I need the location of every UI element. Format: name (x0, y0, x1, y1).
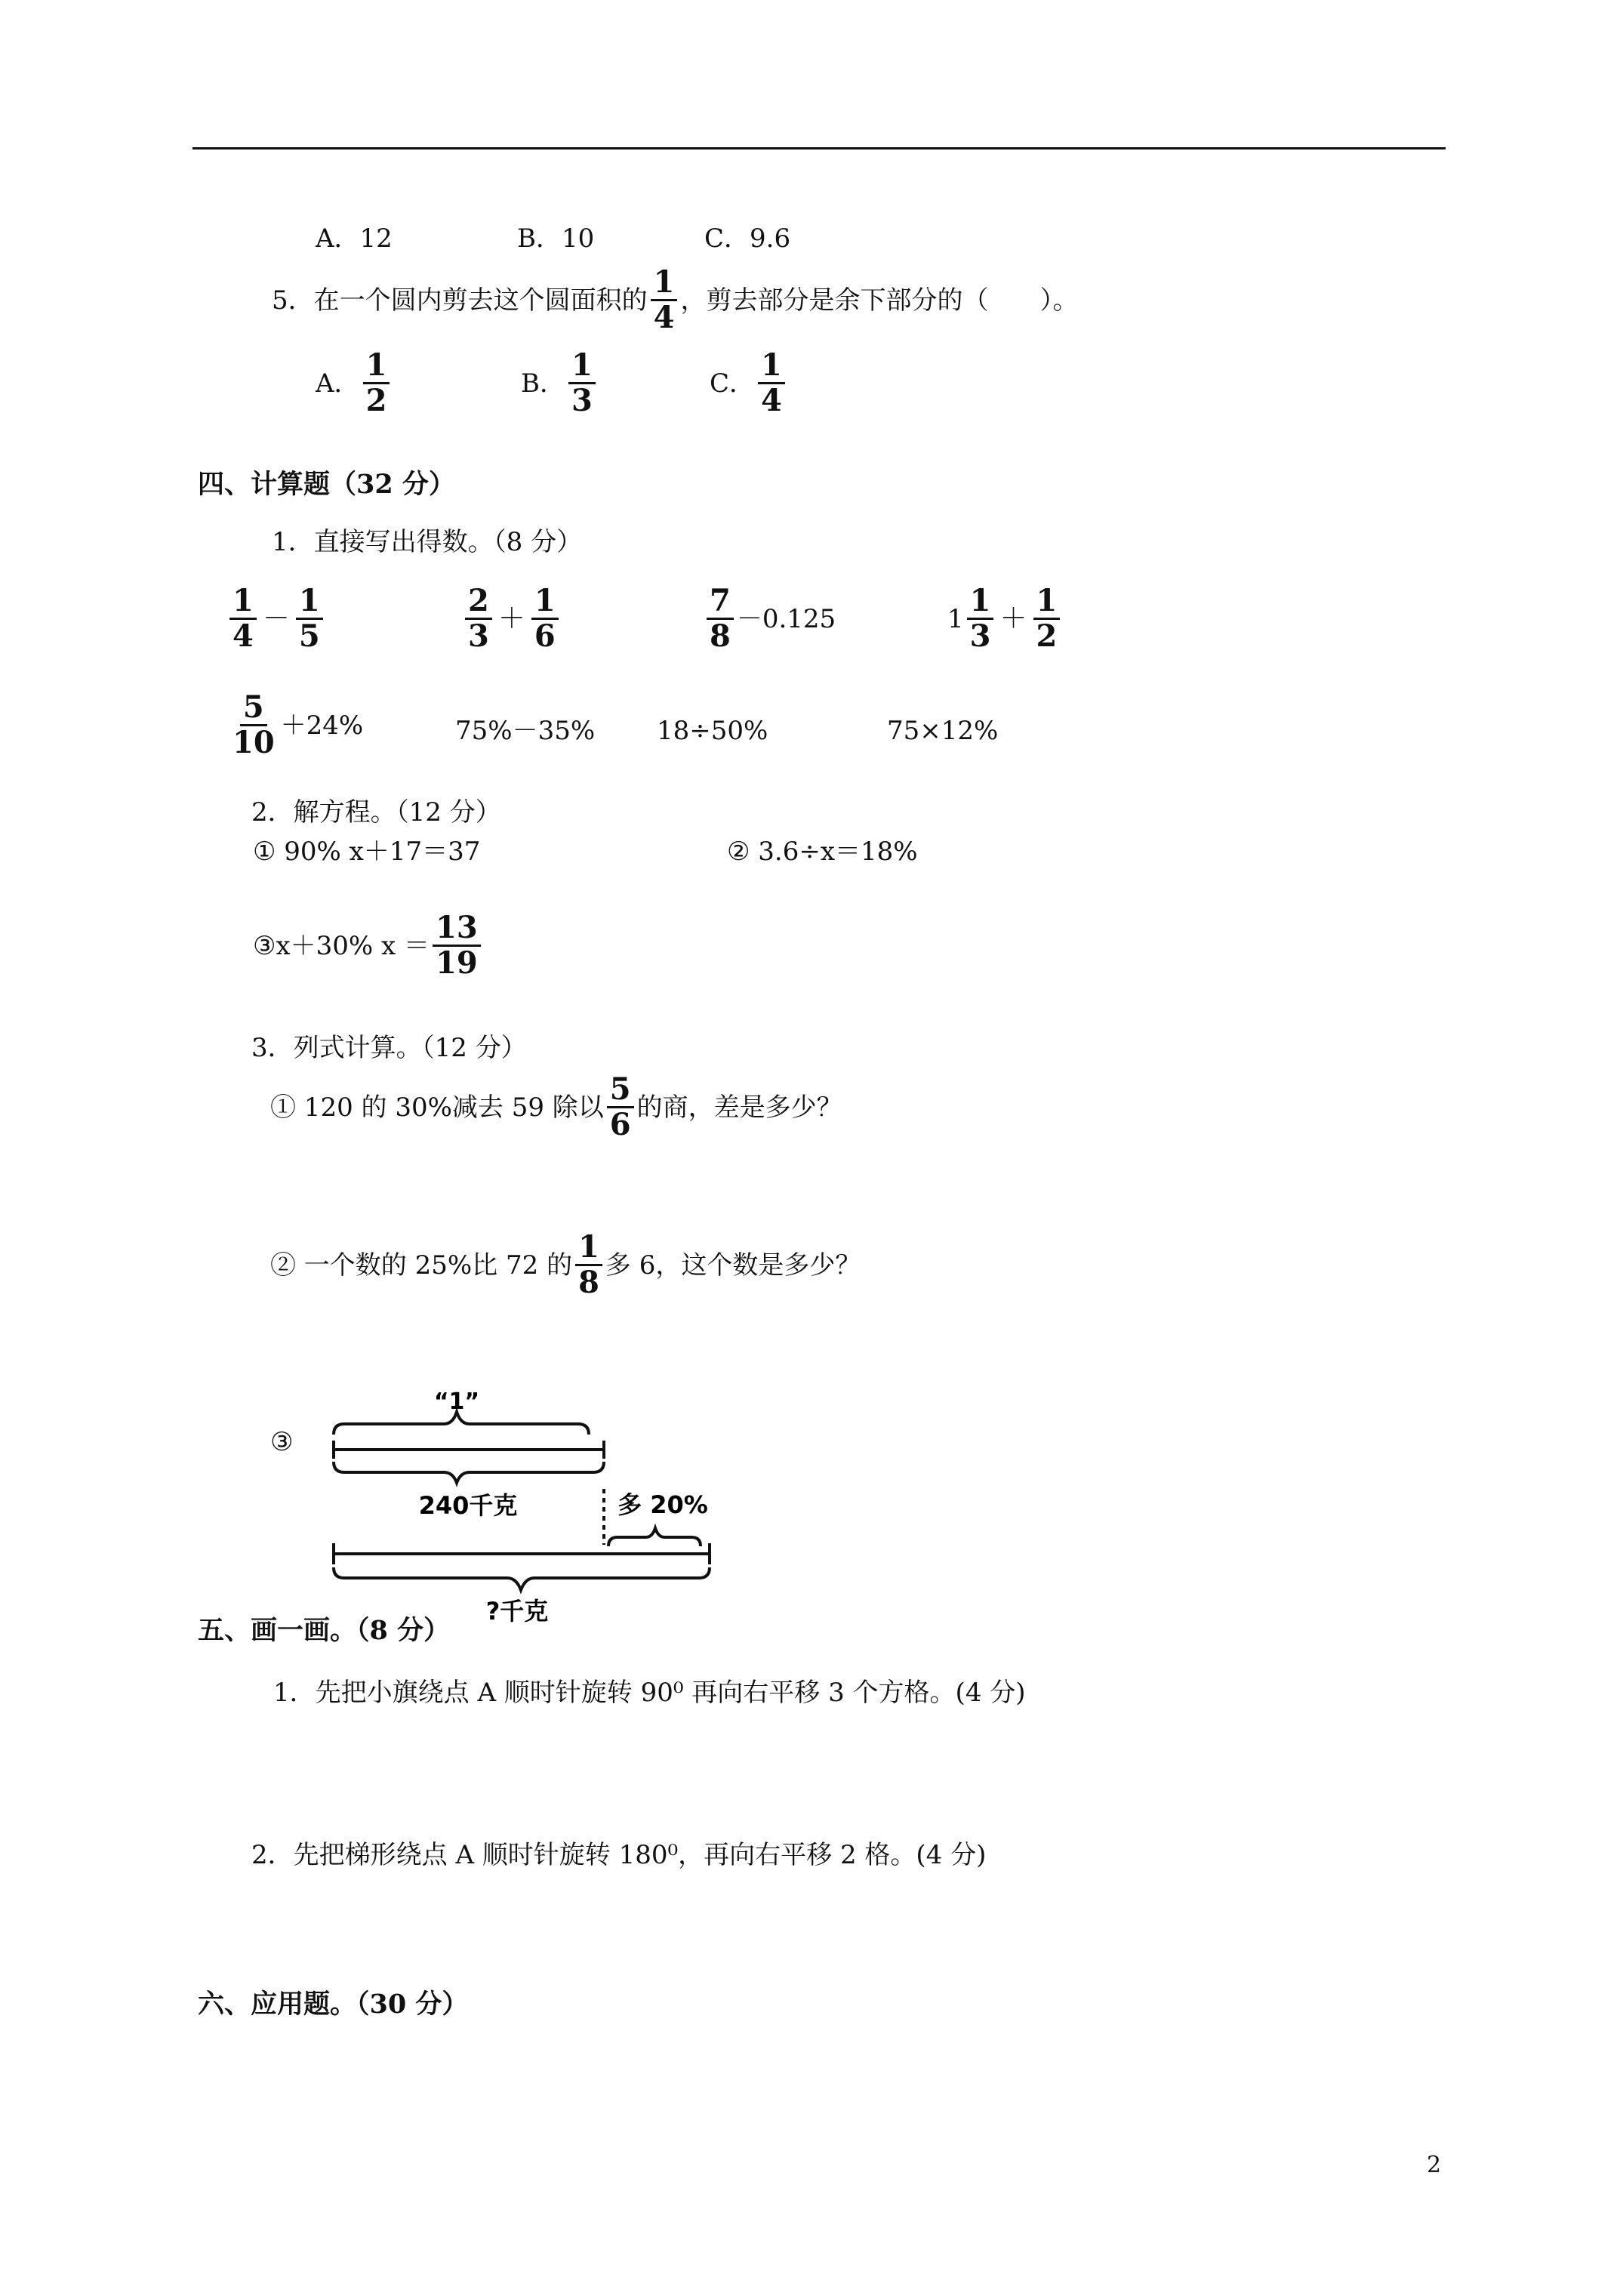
calc-expr-4: 1 $\frac{1}{3}$ ＋ $\frac{1}{2}$ (947, 584, 1063, 653)
q5-option-c: C． $\frac{1}{4}$ (710, 349, 788, 418)
section-5-title: 五、画一画。（8 分） (198, 1615, 451, 1646)
equation-3: ③x＋30% x ＝ $\frac{13}{19}$ (253, 911, 484, 980)
sec5-q2: 2．先把梯形绕点 A 顺时针旋转 180⁰，再向右平移 2 格。(4 分) (251, 1840, 987, 1870)
header-rule (192, 147, 1446, 149)
calc-expr-8: 75×12% (887, 716, 999, 746)
q5-option-a: A． $\frac{1}{2}$ (316, 349, 393, 418)
q4-option-a: A．12 (316, 223, 393, 254)
section-4-title: 四、计算题（32 分） (198, 469, 455, 500)
page-number: 2 (1427, 2152, 1442, 2178)
sec5-q1: 1．先把小旗绕点 A 顺时针旋转 90⁰ 再向右平移 3 个方格。(4 分) (273, 1678, 1026, 1708)
segment-diagram (325, 1389, 732, 1638)
extra-brace (608, 1528, 701, 1546)
diagram-bottom-label: ?千克 (485, 1597, 549, 1626)
calc-word-1: ① 120 的 30%减去 59 除以 $\frac{5}{6}$ 的商，差是多少？ (270, 1071, 842, 1142)
q5-fraction: $\frac{1}{4}$ (651, 266, 678, 334)
diagram-mid-label: 240千克 (418, 1491, 518, 1520)
sec4-sub1: 1．直接写出得数。（8 分） (272, 527, 583, 557)
equation-1: ① 90% x＋17＝37 (253, 837, 481, 867)
calc-word-3-mark: ③ (270, 1427, 294, 1457)
equation-2: ② 3.6÷x＝18% (727, 837, 918, 867)
mid-brace (334, 1462, 604, 1483)
calc-word-2: ② 一个数的 25%比 72 的 $\frac{1}{8}$ 多 6，这个数是多少？ (270, 1229, 861, 1300)
top-brace (334, 1412, 589, 1435)
q5-question (272, 266, 1078, 334)
calc-expr-5: $\frac{5}{10}$ ＋24% (233, 689, 364, 760)
q4-option-c: C．9.6 (704, 223, 791, 254)
calc-expr-2: $\frac{2}{3}$ ＋ $\frac{1}{6}$ (462, 584, 562, 653)
q5-text-post: ，剪去部分是余下部分的（ ）。 (680, 285, 1079, 316)
calc-expr-1: $\frac{1}{4}$ － $\frac{1}{5}$ (226, 584, 326, 653)
sec4-sub3: 3．列式计算。（12 分） (251, 1033, 527, 1063)
section-6-title: 六、应用题。（30 分） (198, 1989, 469, 2020)
bottom-brace (334, 1567, 710, 1590)
sec4-sub2: 2．解方程。（12 分） (251, 797, 501, 827)
q5-text-pre: 5．在一个圆内剪去这个圆面积的 (272, 285, 648, 316)
q5-option-b: B． $\frac{1}{3}$ (521, 349, 599, 418)
calc-expr-3: $\frac{7}{8}$ －0.125 (704, 584, 836, 653)
diagram-top-label: “1” (433, 1389, 480, 1415)
q4-option-b: B．10 (517, 223, 595, 254)
diagram-extra-label: 多 20% (617, 1490, 708, 1519)
calc-expr-6: 75%－35% (455, 716, 596, 746)
calc-expr-7: 18÷50% (657, 716, 768, 746)
